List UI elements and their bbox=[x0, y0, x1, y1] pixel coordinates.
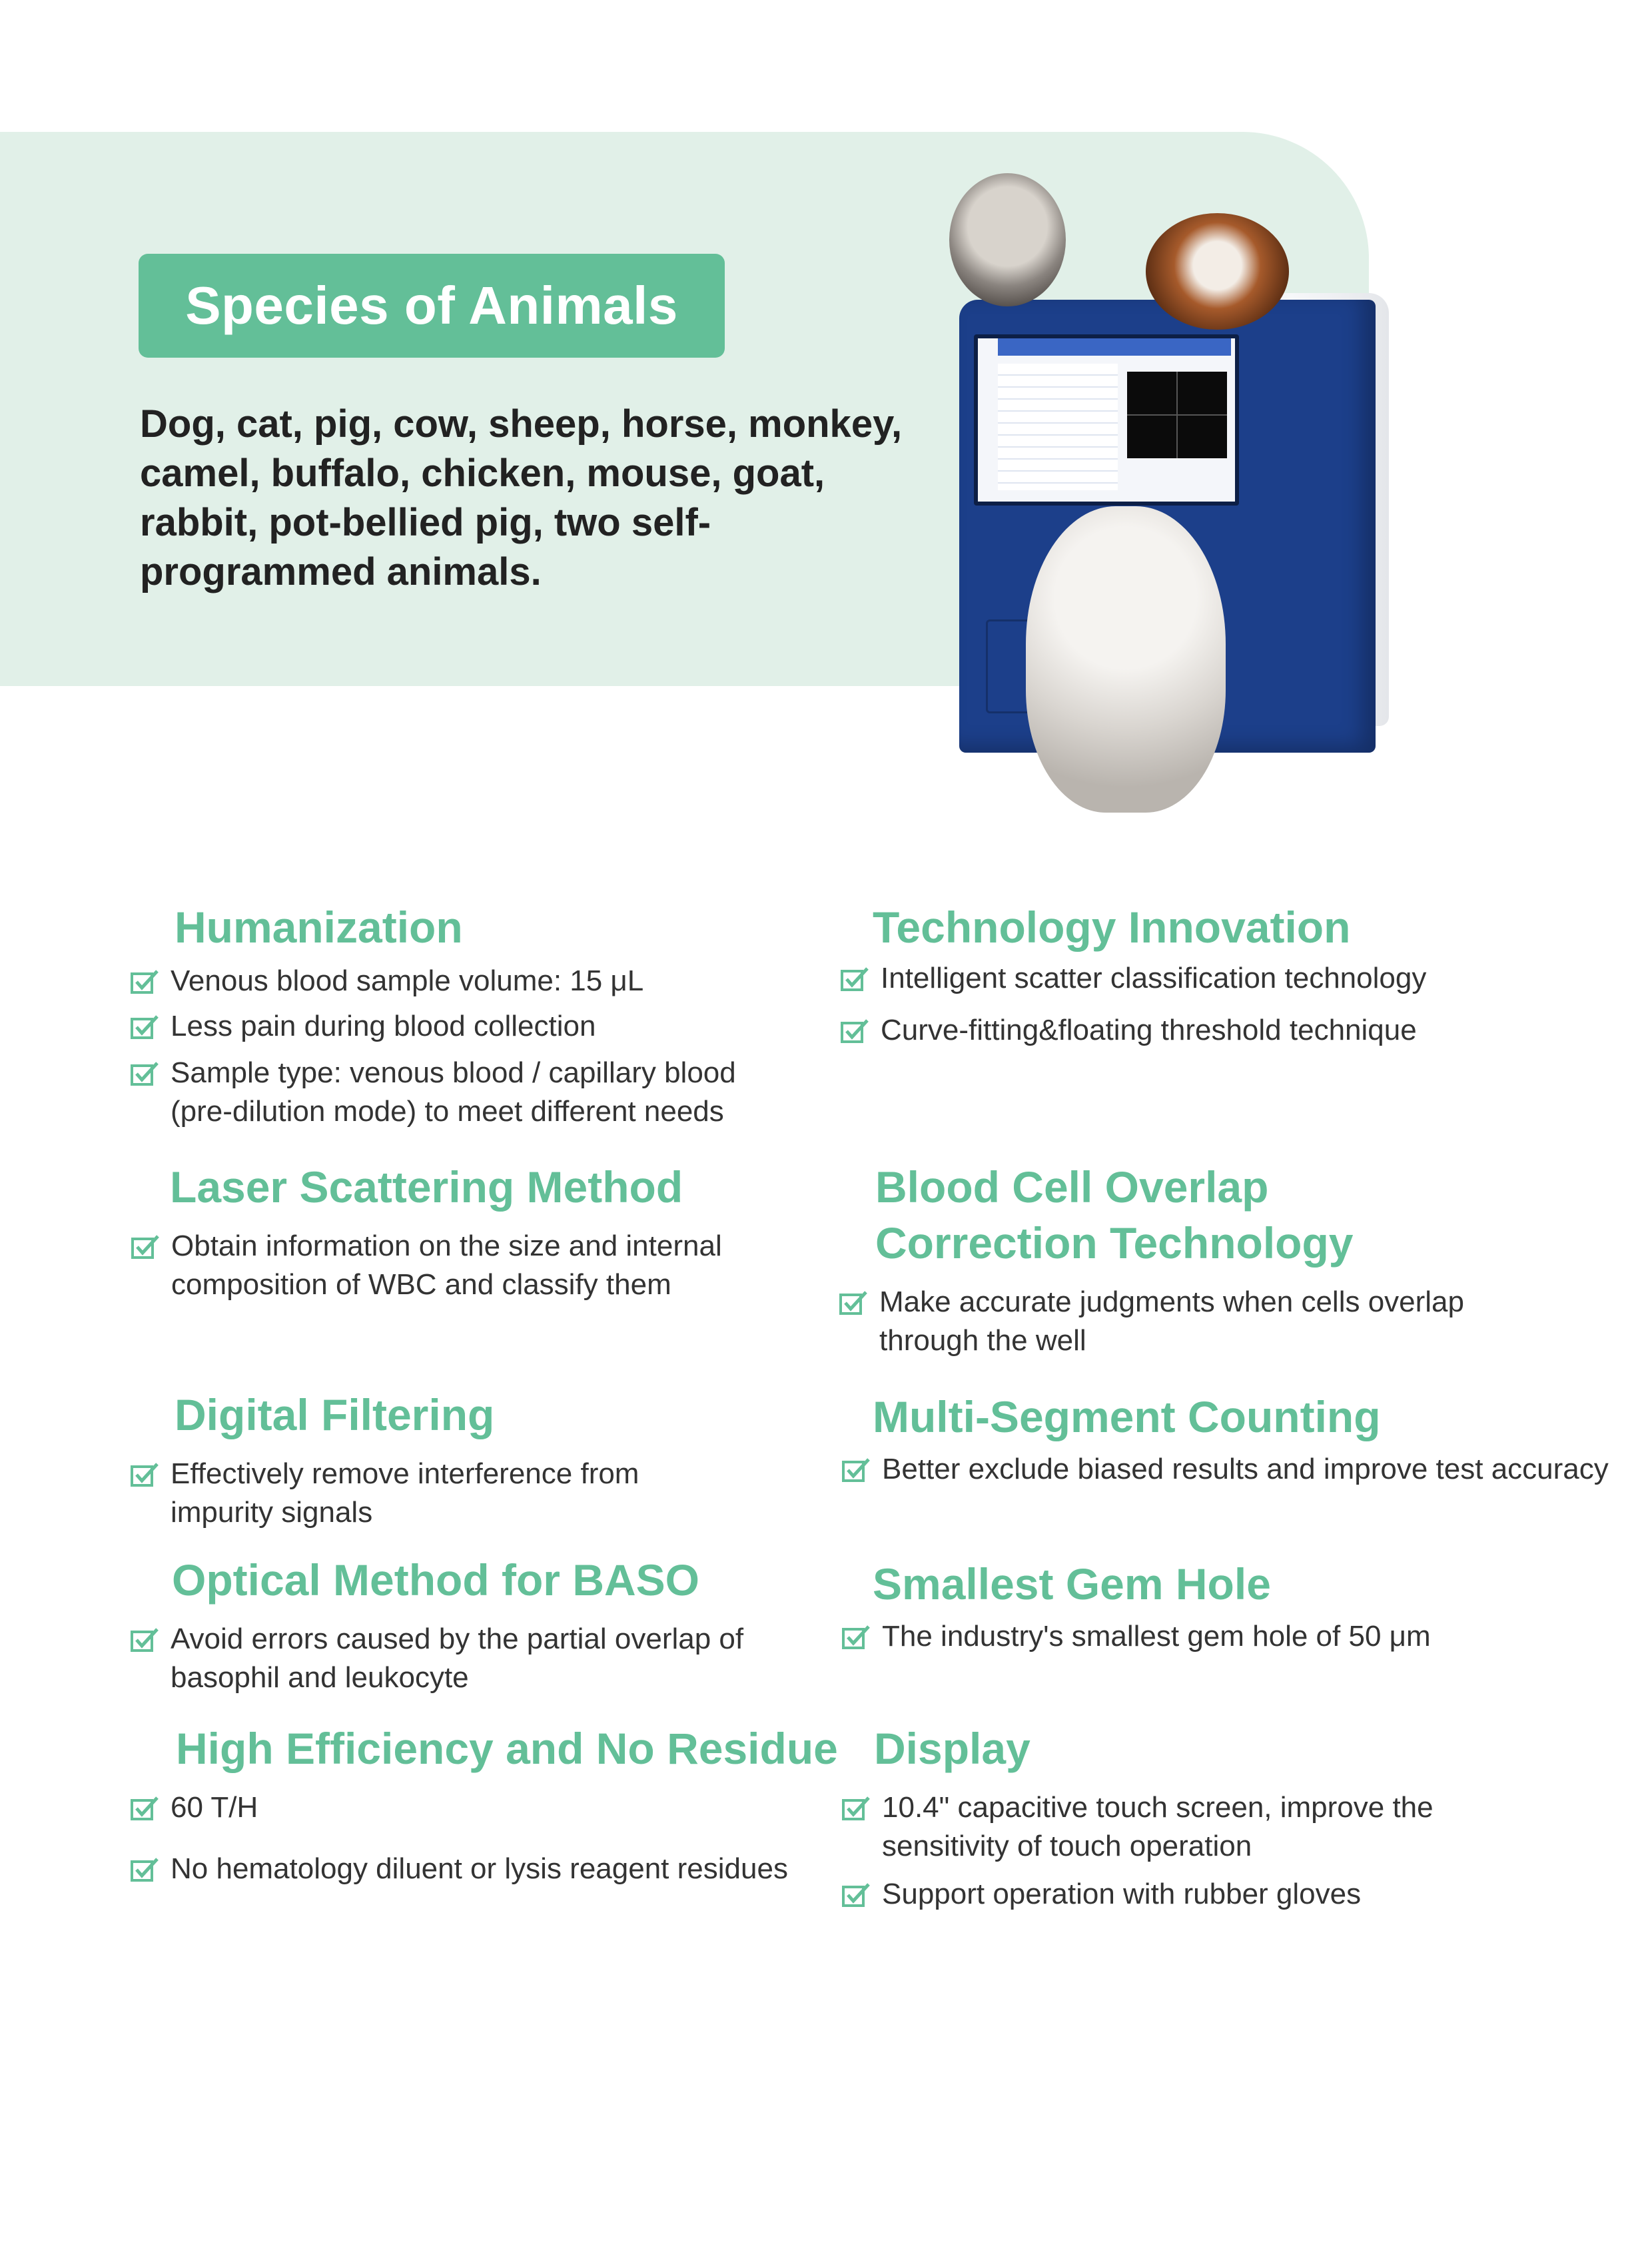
checkbox-icon bbox=[131, 1461, 160, 1488]
feature-gem-hole bbox=[873, 1556, 1431, 1656]
feature-bullet: The industry's smallest gem hole of 50 μm bbox=[842, 1617, 1431, 1656]
checkbox-icon bbox=[131, 1795, 160, 1822]
feature-title: Smallest Gem Hole bbox=[873, 1559, 1271, 1609]
screen-header-bar bbox=[998, 338, 1231, 356]
feature-bullet: Curve-fitting&floating threshold technique bbox=[841, 1011, 1426, 1050]
feature-title: Optical Method for BASO bbox=[172, 1555, 699, 1605]
feature-title: Multi-Segment Counting bbox=[873, 1392, 1381, 1441]
checkbox-icon bbox=[842, 1882, 871, 1908]
feature-title: Humanization bbox=[175, 903, 463, 952]
feature-bullet: Venous blood sample volume: 15 μL bbox=[131, 962, 770, 1000]
checkbox-icon bbox=[131, 1014, 160, 1040]
feature-bullet: Avoid errors caused by the partial overlap of basophil and leukocyte bbox=[131, 1620, 757, 1697]
page-title: Species of Animals bbox=[139, 254, 725, 358]
feature-title: Laser Scattering Method bbox=[170, 1162, 683, 1212]
checkbox-icon bbox=[131, 1234, 161, 1260]
checkbox-icon bbox=[841, 966, 870, 992]
feature-title: Blood Cell Overlap Correction Technology bbox=[875, 1162, 1354, 1268]
feature-display bbox=[874, 1720, 1548, 1914]
feature-bullet: 60 T/H bbox=[131, 1788, 838, 1827]
feature-bullet: 10.4" capacitive touch screen, improve the sensitivity of touch operation bbox=[842, 1788, 1548, 1866]
feature-bullet: Effectively remove interference from impurity signals bbox=[131, 1455, 717, 1532]
feature-digital-filtering bbox=[171, 1387, 717, 1532]
feature-title: Technology Innovation bbox=[873, 903, 1351, 952]
feature-multi-segment bbox=[873, 1389, 1609, 1489]
feature-humanization bbox=[171, 899, 770, 1131]
product-image bbox=[946, 160, 1399, 806]
checkbox-icon bbox=[131, 1060, 160, 1087]
tabby-cat-photo bbox=[949, 173, 1066, 306]
feature-bullet: Obtain information on the size and internal composition of WBC and classify them bbox=[131, 1227, 757, 1304]
feature-bullet: Less pain during blood collection bbox=[131, 1007, 770, 1046]
analyzer-screen bbox=[974, 334, 1239, 506]
feature-high-efficiency bbox=[171, 1720, 838, 1888]
screen-table bbox=[998, 364, 1118, 490]
feature-bullet: Intelligent scatter classification technology bbox=[841, 959, 1426, 998]
checkbox-icon bbox=[841, 1018, 870, 1044]
checkbox-icon bbox=[131, 968, 160, 995]
checkbox-icon bbox=[842, 1795, 871, 1822]
feature-bullet: Better exclude biased results and improve test accuracy bbox=[842, 1450, 1609, 1489]
feature-bullet: Make accurate judgments when cells overlap through the well bbox=[839, 1283, 1465, 1360]
checkbox-icon bbox=[131, 1627, 160, 1653]
species-list: Dog, cat, pig, cow, sheep, horse, monkey, camel, buffalo, chicken, mouse, goat, rabbit, pot-bellied pig, two self-programmed animals. bbox=[140, 402, 903, 593]
feature-bullet: Support operation with rubber gloves bbox=[842, 1875, 1548, 1914]
checkbox-icon bbox=[842, 1624, 871, 1651]
checkbox-icon bbox=[839, 1290, 869, 1316]
white-persian-cat-photo bbox=[1026, 506, 1226, 813]
feature-title: High Efficiency and No Residue bbox=[176, 1724, 838, 1773]
puppy-photo bbox=[1146, 213, 1289, 330]
feature-title: Display bbox=[874, 1724, 1031, 1773]
feature-blood-cell-overlap bbox=[875, 1159, 1465, 1360]
feature-technology-innovation bbox=[873, 899, 1426, 1050]
feature-title: Digital Filtering bbox=[175, 1390, 495, 1439]
feature-optical-baso bbox=[172, 1552, 757, 1697]
screen-scatter-plot bbox=[1127, 372, 1227, 458]
checkbox-icon bbox=[131, 1856, 160, 1883]
feature-bullet: No hematology diluent or lysis reagent residues bbox=[131, 1850, 838, 1888]
feature-laser-scattering bbox=[170, 1159, 757, 1304]
checkbox-icon bbox=[842, 1457, 871, 1483]
feature-bullet: Sample type: venous blood / capillary blood (pre-dilution mode) to meet different needs bbox=[131, 1054, 770, 1131]
